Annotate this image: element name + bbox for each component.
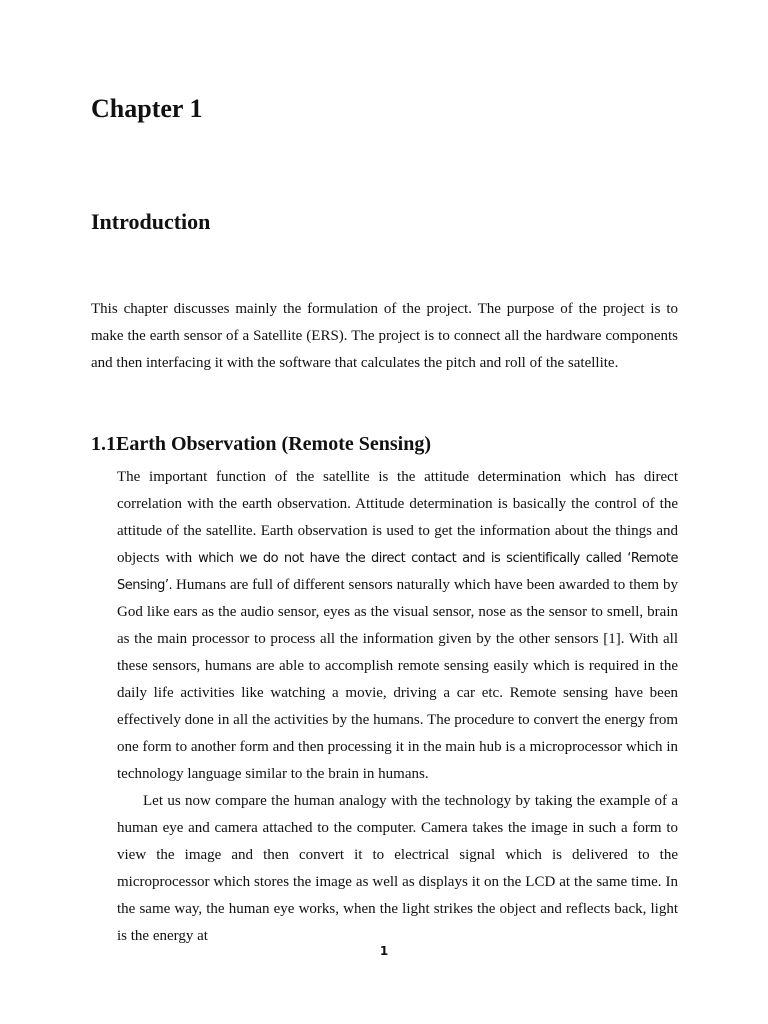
paragraph-1-text-c: Humans are full of different sensors naturally which have been awarded to them by God like ears as the audio sensor, eyes as the visual sensor, nose as the sensor to smell, brain as the main processor to process all the information given by the other sensors [1]. With all these sensors, humans are able to accomplish remote sensing easily which is required in the daily life activities like watching a movie, driving a car etc. Remote sensing have been effectively done in all the activities by the humans. The procedure to convert the energy from one form to another form and then processing it in the main hub is a microprocessor which in technology language similar to the brain in humans. [117, 577, 678, 782]
subsection-body [117, 464, 678, 950]
subsection-heading: 1.1Earth Observation (Remote Sensing) [91, 433, 431, 455]
intro-paragraph: This chapter discusses mainly the formulation of the project. The purpose of the project is to make the earth sensor of a Satellite (ERS). The project is to connect all the hardware components and then interfacing it with the software that calculates the pitch and roll of the satellite. [91, 301, 678, 371]
paragraph-1-text-b: which we do not have the direct contact and is scientifically called ‘Remote Sensing’. [117, 551, 678, 593]
page-number: 1 [379, 944, 389, 958]
paragraph-1-text-a: The important function of the satellite is the attitude determination which has direct correlation with the earth observation. Attitude determination is basically the control of the attitude of the satellite. Earth observation is used to get the information about the things and objects with [117, 469, 678, 566]
chapter-title: Chapter 1 [91, 94, 203, 123]
subsection-paragraph-1 [117, 464, 678, 788]
section-title: Introduction [91, 209, 211, 234]
subsection-paragraph-2: Let us now compare the human analogy with the technology by taking the example of a human eye and camera attached to the computer. Camera takes the image in such a form to view the image and then convert it to electrical signal which is delivered to the microprocessor which stores the image as well as displays it on the LCD at the same time. In the same way, the human eye works, when the light strikes the object and reflects back, light is the energy at [117, 793, 678, 944]
